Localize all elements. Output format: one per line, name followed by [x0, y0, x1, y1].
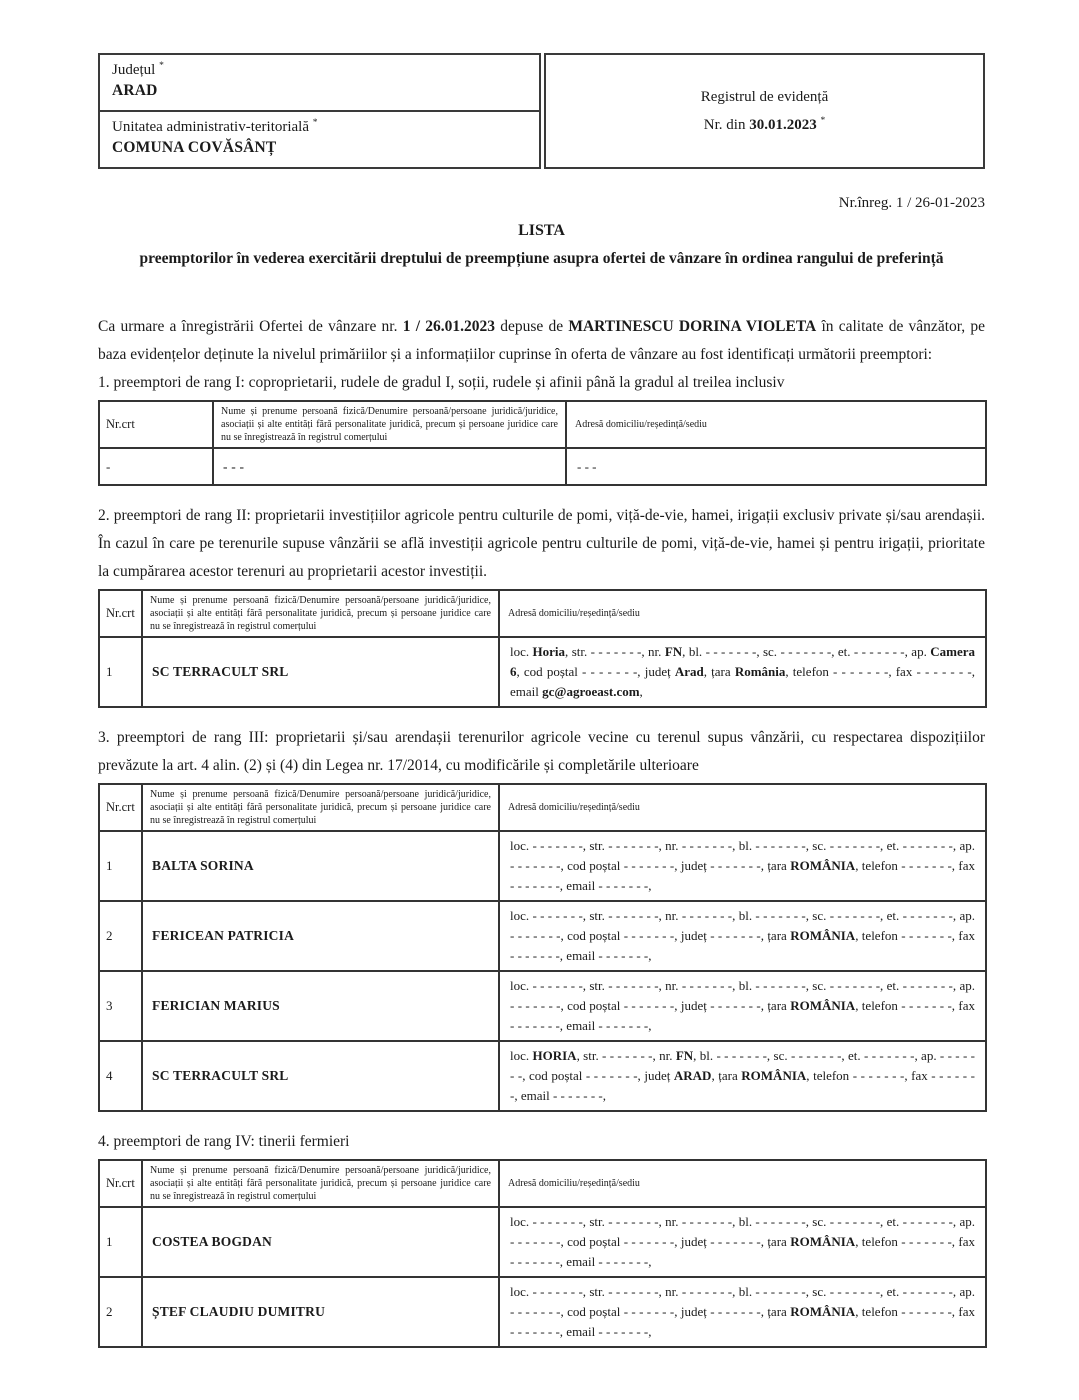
person-address-cell: loc. - - - - - - -, str. - - - - - - -, nr. - - - - - - -, bl. - - - - - - -, sc. - - - - - - -, et. - - - - - - -, ap. - - - - - - -, cod poștal - - - - - - -, județ - - - - - - -, țara ROMÂNIA, telefon - - - - - - -, fax - - - - - - -, email - - - - - - -,: [499, 1207, 986, 1277]
person-address-cell: loc. Horia, str. - - - - - - -, nr. FN, bl. - - - - - - -, sc. - - - - - - -, et. - - - - - - -, ap. Camera 6, cod poștal - - - - - - -, județ Arad, țara România, telefon - - - - - - -, fax - - - - - - -, email gc@agroeast.com,: [499, 637, 986, 707]
county-label: [112, 60, 527, 80]
table-row: [99, 1041, 986, 1111]
row-number-cell: 1: [99, 637, 142, 707]
table-header-row: [99, 784, 986, 831]
row-number-cell: 2: [99, 901, 142, 971]
person-address-cell: loc. - - - - - - -, str. - - - - - - -, nr. - - - - - - -, bl. - - - - - - -, sc. - - - - - - -, et. - - - - - - -, ap. - - - - - - -, cod poștal - - - - - - -, județ - - - - - - -, țara ROMÂNIA, telefon - - - - - - -, fax - - - - - - -, email - - - - - - -,: [499, 831, 986, 901]
header-boxes: [98, 53, 985, 169]
name-header-cell: Nume și prenume persoană fizică/Denumire persoană/persoane juridică/juridice, asociații și alte entități fără personalitate juridică, precum și persoane juridice care nu se înregistrează în registrul comerțului: [142, 590, 499, 637]
document-page: [98, 0, 985, 1348]
address-header-cell: Adresă domiciliu/reședință/sediu: [499, 1160, 986, 1207]
row-number-cell: 1: [99, 831, 142, 901]
nrcrt-header-cell: Nr.crt: [99, 590, 142, 637]
person-address-cell: loc. HORIA, str. - - - - - - -, nr. FN, bl. - - - - - - -, sc. - - - - - - -, et. - - - - - - -, ap. - - - - - - -, cod poștal - - - - - - -, județ ARAD, țara ROMÂNIA, telefon - - - - - - -, fax - - - - - - -, email - - - - - - -,: [499, 1041, 986, 1111]
document-subtitle: preemptorilor în vederea exercitării dreptului de preempțiune asupra ofertei de vânzare în ordinea rangului de preferință: [139, 250, 944, 267]
person-name-cell: FERICEAN PATRICIA: [142, 901, 499, 971]
section-1-heading: 1. preemptori de rang I: coproprietarii, rudele de gradul I, soții, rudele și afinii până la gradul al treilea inclusiv: [98, 374, 785, 391]
registry-date-line: [546, 111, 983, 139]
registration-number: Nr.înreg. 1 / 26-01-2023: [838, 195, 985, 211]
county-required-star: *: [159, 61, 164, 71]
rank3-table: [98, 783, 987, 1112]
nrcrt-header-cell: Nr.crt: [99, 784, 142, 831]
rank4-table: [98, 1159, 987, 1348]
table-header-row: [99, 590, 986, 637]
rank1-table: [98, 400, 987, 486]
registry-box: [544, 53, 985, 169]
nrcrt-header-cell: Nr.crt: [99, 401, 213, 448]
uat-required-star: *: [312, 118, 318, 128]
row-number-cell: 3: [99, 971, 142, 1041]
uat-label: [112, 117, 527, 137]
section-2-heading: 2. preemptori de rang II: proprietarii investițiilor agricole pentru culturile de pomi, viță-de-vie, hamei, irigații exclusiv private și/sau arendașii. În cazul în care pe terenurile supuse vânzării se află investiții agricole pentru culturile de pomi, viță-de-vie, hamei și pentru irigații, prioritate la cumpărarea acestor terenuri au proprietarii acestor investiții.: [98, 507, 985, 580]
address-header-cell: Adresă domiciliu/reședință/sediu: [499, 784, 986, 831]
county-cell: [100, 55, 539, 110]
registry-date-prefix: Nr. din: [703, 117, 750, 133]
table-row: [99, 637, 986, 707]
row-number-cell: 2: [99, 1277, 142, 1347]
person-name-cell: COSTEA BOGDAN: [142, 1207, 499, 1277]
row-number-cell: 4: [99, 1041, 142, 1111]
person-name-cell: BALTA SORINA: [142, 831, 499, 901]
person-address-cell: - - -: [566, 448, 986, 485]
nrcrt-header-cell: Nr.crt: [99, 1160, 142, 1207]
address-header-cell: Adresă domiciliu/reședință/sediu: [566, 401, 986, 448]
table-row: [99, 448, 986, 485]
intro-paragraph: Ca urmare a înregistrării Ofertei de vânzare nr. 1 / 26.01.2023 depuse de MARTINESCU DORINA VIOLETA în calitate de vânzător, pe baza evidențelor deținute la nivelul primăriilor și a informațiilor cuprinse în oferta de vânzare au fost identificați următorii preemptori:: [98, 318, 986, 363]
address-header-cell: Adresă domiciliu/reședință/sediu: [499, 590, 986, 637]
person-name-cell: ȘTEF CLAUDIU DUMITRU: [142, 1277, 499, 1347]
person-name-cell: - - -: [213, 448, 566, 485]
name-header-cell: Nume și prenume persoană fizică/Denumire persoană/persoane juridică/juridice, asociații și alte entități fără personalitate juridică, precum și persoane juridice care nu se înregistrează în registrul comerțului: [142, 1160, 499, 1207]
person-name-cell: SC TERRACULT SRL: [142, 1041, 499, 1111]
county-label-text: Județul: [112, 62, 156, 78]
table-row: [99, 1207, 986, 1277]
registry-date-value: 30.01.2023: [749, 117, 817, 133]
rank2-table: [98, 589, 987, 708]
registry-required-star: *: [820, 116, 826, 126]
document-title: LISTA: [518, 222, 565, 239]
name-header-cell: Nume și prenume persoană fizică/Denumire persoană/persoane juridică/juridice, asociații și alte entități fără personalitate juridică, precum și persoane juridice care nu se înregistrează în registrul comerțului: [142, 784, 499, 831]
section-4-heading: 4. preemptori de rang IV: tinerii fermieri: [98, 1133, 350, 1150]
row-number-cell: -: [99, 448, 213, 485]
uat-value: COMUNA COVĂSÂNȚ: [112, 139, 277, 156]
table-row: [99, 901, 986, 971]
name-header-cell: Nume și prenume persoană fizică/Denumire persoană/persoane juridică/juridice, asociații și alte entități fără personalitate juridică, precum și persoane juridice care nu se înregistrează în registrul comerțului: [213, 401, 566, 448]
person-name-cell: FERICIAN MARIUS: [142, 971, 499, 1041]
uat-label-text: Unitatea administrativ-teritorială: [112, 119, 310, 135]
section-3-heading: 3. preemptori de rang III: proprietarii și/sau arendașii terenurilor agricole vecine cu terenul supus vânzării, cu respectarea dispozițiilor prevăzute la art. 4 alin. (2) și (4) din Legea nr. 17/2014, cu modificările și completările ulterioare: [98, 729, 985, 774]
table-row: [99, 1277, 986, 1347]
table-header-row: [99, 401, 986, 448]
table-row: [99, 971, 986, 1041]
uat-cell: [100, 110, 539, 167]
table-row: [99, 831, 986, 901]
person-address-cell: loc. - - - - - - -, str. - - - - - - -, nr. - - - - - - -, bl. - - - - - - -, sc. - - - - - - -, et. - - - - - - -, ap. - - - - - - -, cod poștal - - - - - - -, județ - - - - - - -, țara ROMÂNIA, telefon - - - - - - -, fax - - - - - - -, email - - - - - - -,: [499, 1277, 986, 1347]
table-header-row: [99, 1160, 986, 1207]
admin-unit-box: [98, 53, 541, 169]
county-value: ARAD: [112, 82, 158, 99]
person-address-cell: loc. - - - - - - -, str. - - - - - - -, nr. - - - - - - -, bl. - - - - - - -, sc. - - - - - - -, et. - - - - - - -, ap. - - - - - - -, cod poștal - - - - - - -, județ - - - - - - -, țara ROMÂNIA, telefon - - - - - - -, fax - - - - - - -, email - - - - - - -,: [499, 971, 986, 1041]
registry-title: Registrul de evidență: [700, 89, 829, 105]
person-address-cell: loc. - - - - - - -, str. - - - - - - -, nr. - - - - - - -, bl. - - - - - - -, sc. - - - - - - -, et. - - - - - - -, ap. - - - - - - -, cod poștal - - - - - - -, județ - - - - - - -, țara ROMÂNIA, telefon - - - - - - -, fax - - - - - - -, email - - - - - - -,: [499, 901, 986, 971]
person-name-cell: SC TERRACULT SRL: [142, 637, 499, 707]
row-number-cell: 1: [99, 1207, 142, 1277]
